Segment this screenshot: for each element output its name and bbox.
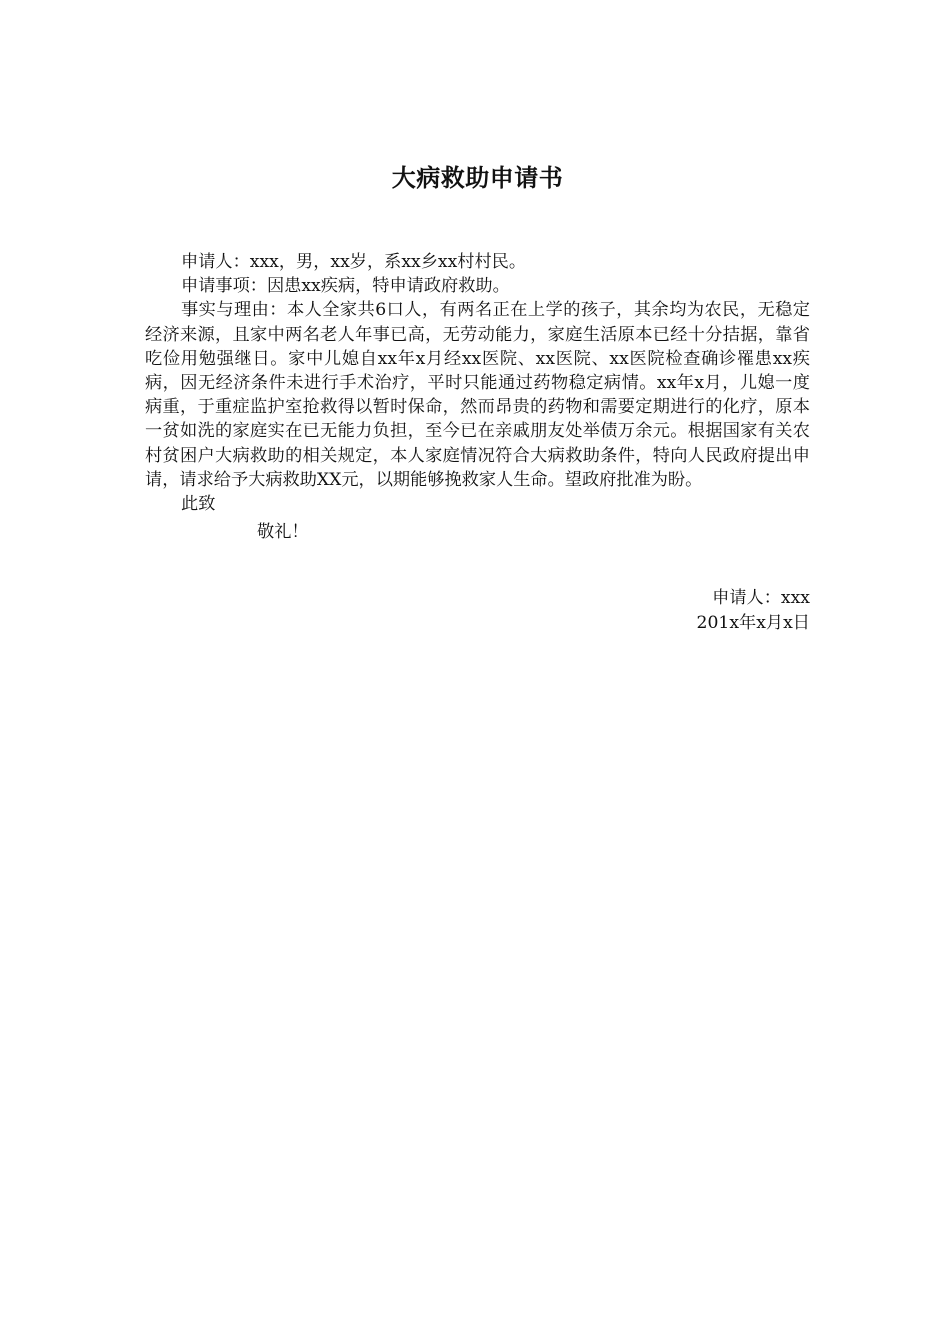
document-title: 大病救助申请书 bbox=[391, 163, 564, 192]
regards-line: 敬礼！ bbox=[257, 522, 309, 543]
document-page bbox=[145, 150, 810, 635]
closing-line: 此致 bbox=[181, 494, 216, 515]
signature-date: 201x年x月x日 bbox=[696, 612, 810, 633]
signature-block bbox=[145, 586, 810, 634]
request-paragraph: 申请事项：因患xx疾病，特申请政府救助。 bbox=[181, 276, 510, 297]
signature-applicant: 申请人：xxx bbox=[712, 588, 810, 609]
reasons-paragraph: 事实与理由：本人全家共6口人，有两名正在上学的孩子，其余均为农民，无稳定经济来源，且家中两名老人年事已高，无劳动能力，家庭生活原本已经十分拮据，靠省吃俭用勉强继日。家中儿媳自xx年x月经xx医院、xx医院、xx医院检查确诊罹患xx疾病，因无经济条件未进行手术治疗，平时只能通过药物稳定病情。xx年x月，儿媳一度病重，于重症监护室抢救得以暂时保命，然而昂贵的药物和需要定期进行的化疗，原本一贫如洗的家庭实在已无能力负担，至今已在亲戚朋友处举债万余元。根据国家有关农村贫困户大病救助的相关规定，本人家庭情况符合大病救助条件，特向人民政府提出申请，请求给予大病救助XX元，以期能够挽救家人生命。望政府批准为盼。 bbox=[145, 300, 810, 490]
applicant-paragraph: 申请人：xxx，男，xx岁，系xx乡xx村村民。 bbox=[181, 252, 527, 272]
